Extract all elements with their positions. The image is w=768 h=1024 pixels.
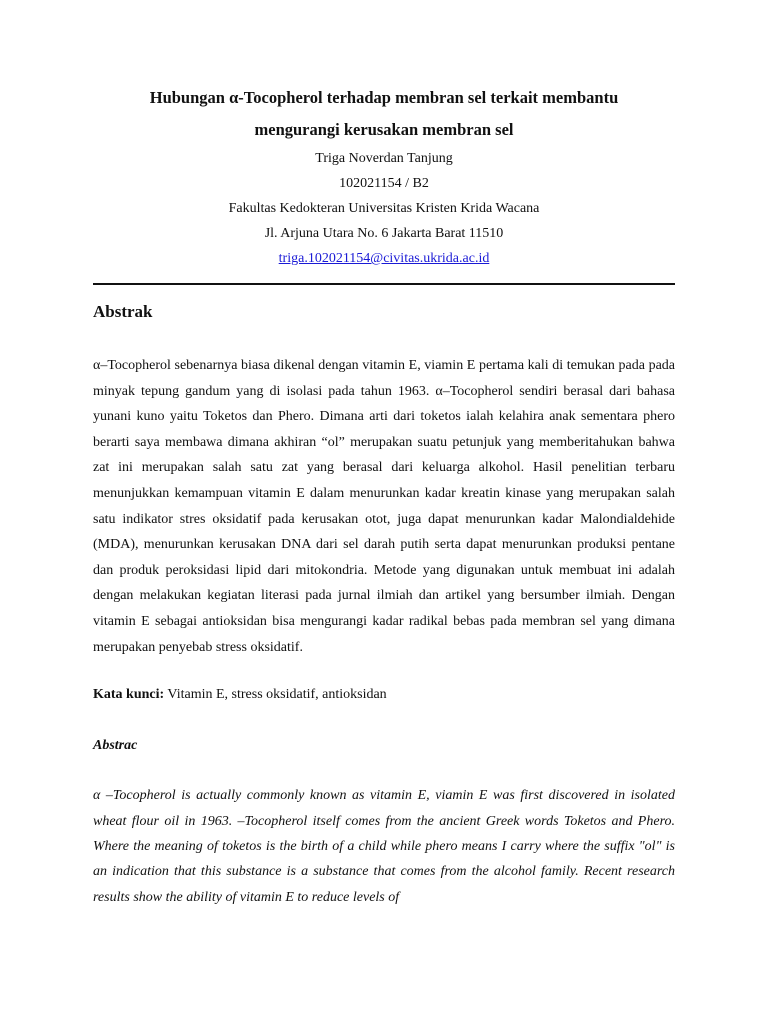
faculty: Fakultas Kedokteran Universitas Kristen Krida Wacana (228, 201, 540, 216)
abstrac-heading: Abstrac (93, 738, 138, 754)
email-line (93, 246, 675, 271)
author-name: Triga Noverdan Tanjung (315, 151, 453, 166)
abstrac-body: α –Tocopherol is actually commonly known as vitamin E, viamin E was first discovered in isolated wheat flour oil in 1963. –Tocopherol itself comes from the ancient Greek words Toketos and Phero. Where the meaning of toketos is the birth of a child while phero means I carry where the suffix "ol" is an indication that this substance is a substance that comes from the alcohol family. Recent research results show the ability of vitamin E to reduce levels of (93, 788, 675, 905)
keywords-label: Kata kunci: (93, 687, 165, 703)
email-link[interactable]: triga.102021154@civitas.ukrida.ac.id (278, 251, 490, 266)
address: Jl. Arjuna Utara No. 6 Jakarta Barat 11510 (264, 226, 504, 241)
header-divider (93, 283, 675, 285)
paper-title-line-2: mengurangi kerusakan membran sel (254, 120, 514, 139)
abstrak-body: α–Tocopherol sebenarnya biasa dikenal dengan vitamin E, viamin E pertama kali di temukan pada pada minyak tepung gandum yang di isolasi pada tahun 1963. α–Tocopherol sendiri berasal dari bahasa yunani kuno yaitu Toketos dan Phero. Dimana arti dari toketos ialah kelahira anak sementara phero berarti saya membawa dimana akhiran “ol” merupakan suatu petunjuk yang memberitahukan bahwa zat ini merupakan salah satu zat yang berasal dari keluarga alkohol. Hasil penelitian terbaru menunjukkan kemampuan vitamin E dalam menurunkan kadar kreatin kinase yang merupakan salah satu indikator stres oksidatif pada kerusakan otot, juga dapat menurunkan kadar Malondialdehide (MDA), menurunkan kerusakan DNA dari sel darah putih serta dapat menurunkan produksi pentane dan produk peroksidasi lipid dari mitokondria. Metode yang digunakan untuk membuat ini adalah dengan melakukan kegiatan literasi pada jurnal ilmiah dan artikel yang bersumber ilmiah. Dengan vitamin E sebagai antioksidan bisa mengurangi kadar radikal bebas pada membran sel yang dimana merupakan penyebab stress oksidatif. (93, 358, 675, 655)
abstrak-heading: Abstrak (93, 302, 153, 321)
paper-title-line-1: Hubungan α-Tocopherol terhadap membran sel terkait membantu (149, 88, 619, 107)
keywords (93, 684, 675, 706)
paper-page (93, 82, 675, 910)
student-id: 102021154 / B2 (339, 176, 429, 191)
keywords-value: Vitamin E, stress oksidatif, antioksidan (164, 687, 387, 703)
